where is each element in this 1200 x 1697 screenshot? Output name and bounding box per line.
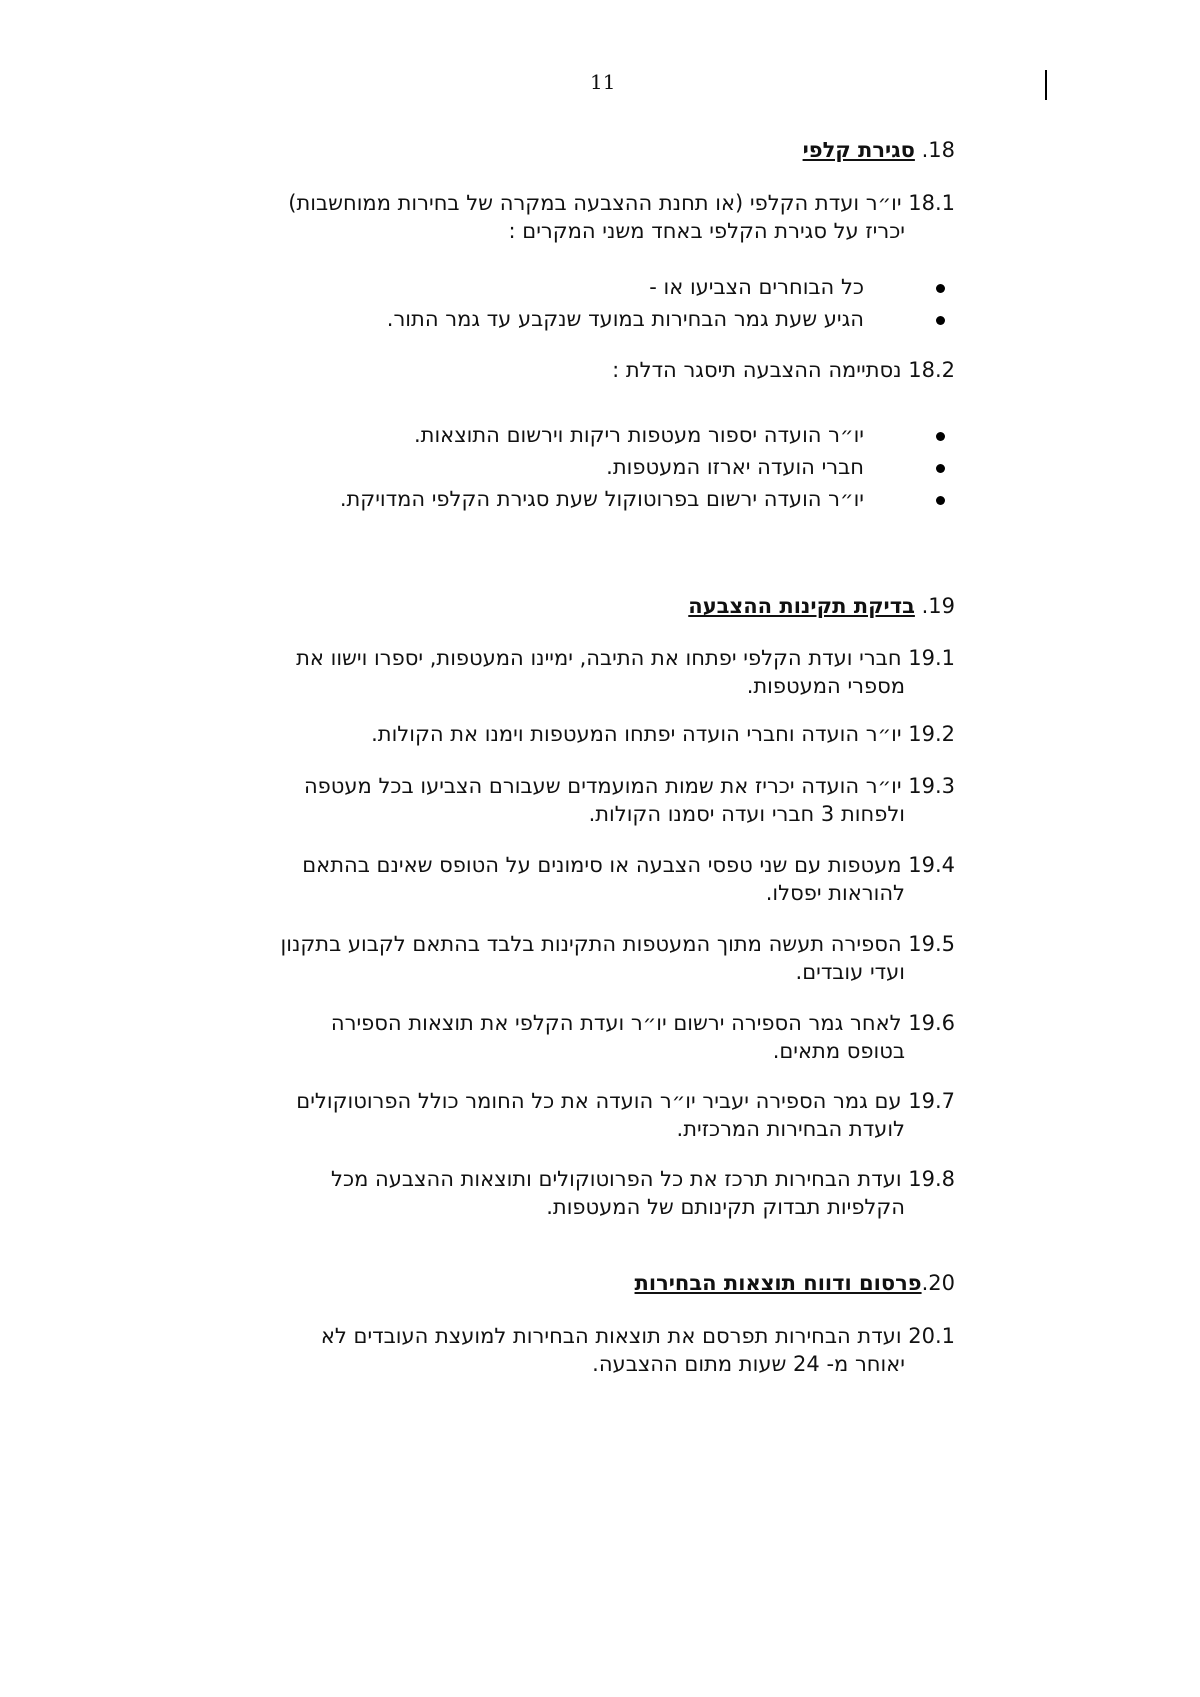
section-18-title: סגירת קלפי	[802, 138, 915, 162]
para-18-2-text: נסתיימה ההצבעה תיסגר הדלת :	[612, 358, 902, 382]
para-19-4-line1	[302, 851, 955, 879]
para-19-5-line2: ועדי עובדים.	[795, 960, 905, 984]
bullet-18-2-a	[414, 421, 945, 449]
para-number: 19.8	[908, 1167, 955, 1191]
para-20-1-line2: יאוחר מ- 24 שעות מתום ההצבעה.	[592, 1352, 905, 1376]
para-19-5-line1	[281, 930, 955, 958]
section-20-title: פרסום ודווח תוצאות הבחירות	[634, 1271, 922, 1295]
para-18-1-number: 18.1	[908, 191, 955, 215]
para-19-2-line1	[371, 720, 955, 748]
para-number: 19.7	[908, 1089, 955, 1113]
para-number: 20.1	[908, 1324, 955, 1348]
para-18-1-text: יו״ר ועדת הקלפי (או תחנת ההצבעה במקרה של בחירות ממוחשבות)	[288, 191, 902, 215]
bullet-dot	[936, 284, 945, 293]
section-20-number: 20.	[921, 1271, 955, 1295]
bullet-dot	[936, 316, 945, 325]
para-number: 19.5	[908, 932, 955, 956]
para-number: 19.1	[908, 646, 955, 670]
section-18-heading	[803, 136, 955, 164]
para-number: 19.6	[908, 1011, 955, 1035]
para-18-1-line1	[288, 189, 955, 217]
para-19-1-line2: מספרי המעטפות.	[746, 674, 905, 698]
page-number: 11	[590, 70, 616, 94]
para-text: עם גמר הספירה יעביר יו״ר הועדה את כל החומר כולל הפרוטוקולים	[296, 1089, 902, 1113]
margin-bar	[1045, 70, 1047, 100]
para-text: ועדת הבחירות תרכז את כל הפרוטוקולים ותוצאות ההצבעה מכל	[331, 1167, 902, 1191]
para-18-2-line1	[612, 356, 955, 384]
bullet-dot	[936, 496, 945, 505]
para-19-3-line1	[304, 772, 955, 800]
para-number: 19.2	[908, 722, 955, 746]
bullet-text: כל הבוחרים הצביעו או -	[649, 275, 864, 299]
para-20-1-line1	[321, 1322, 955, 1350]
para-text: לאחר גמר הספירה ירשום יו״ר ועדת הקלפי את תוצאות הספירה	[330, 1011, 902, 1035]
section-19-number: 19.	[921, 594, 955, 618]
para-text: ועדת הבחירות תפרסם את תוצאות הבחירות למועצת העובדים לא	[320, 1324, 902, 1348]
bullet-18-2-c	[340, 485, 945, 513]
para-19-7-line2: לועדת הבחירות המרכזית.	[676, 1117, 905, 1141]
para-19-1-line1	[296, 644, 955, 672]
para-19-7-line1	[296, 1087, 955, 1115]
bullet-18-2-b	[606, 453, 945, 481]
section-19-title: בדיקת תקינות ההצבעה	[688, 594, 915, 618]
bullet-dot	[936, 464, 945, 473]
bullet-text: חברי הועדה יארזו המעטפות.	[606, 455, 864, 479]
para-number: 19.3	[908, 774, 955, 798]
bullet-text: יו״ר הועדה ירשום בפרוטוקול שעת סגירת הקלפי המדויקת.	[339, 487, 864, 511]
bullet-text: הגיע שעת גמר הבחירות במועד שנקבע עד גמר התור.	[386, 307, 864, 331]
para-text: יו״ר הועדה יכריז את שמות המועמדים שעבורם הצביעו בכל מעטפה	[303, 774, 902, 798]
para-19-8-line2: הקלפיות תבדוק תקינותם של המעטפות.	[546, 1195, 905, 1219]
section-19-heading	[688, 592, 955, 620]
para-text: מעטפות עם שני טפסי הצבעה או סימונים על הטופס שאינם בהתאם	[302, 853, 902, 877]
bullet-18-1-b	[387, 305, 945, 333]
para-19-8-line1	[331, 1165, 955, 1193]
para-number: 19.4	[908, 853, 955, 877]
bullet-dot	[936, 432, 945, 441]
para-18-1-line2: יכריז על סגירת הקלפי באחד משני המקרים :	[508, 219, 905, 243]
section-18-number: 18.	[921, 138, 955, 162]
para-18-2-number: 18.2	[908, 358, 955, 382]
para-19-6-line2: בטופס מתאים.	[772, 1039, 905, 1063]
bullet-18-1-a	[649, 273, 945, 301]
para-text: הספירה תעשה מתוך המעטפות התקינות בלבד בהתאם לקבוע בתקנון	[280, 932, 902, 956]
para-text: חברי ועדת הקלפי יפתחו את התיבה, ימיינו המעטפות, יספרו וישוו את	[296, 646, 902, 670]
para-19-4-line2: להוראות יפסלו.	[765, 881, 905, 905]
section-20-heading	[635, 1269, 955, 1297]
bullet-text: יו״ר הועדה יספור מעטפות ריקות וירשום התוצאות.	[413, 423, 864, 447]
para-text: יו״ר הועדה וחברי הועדה יפתחו המעטפות וימנו את הקולות.	[371, 722, 902, 746]
para-19-3-line2: ולפחות 3 חברי ועדה יסמנו הקולות.	[588, 802, 905, 826]
para-19-6-line1	[331, 1009, 955, 1037]
